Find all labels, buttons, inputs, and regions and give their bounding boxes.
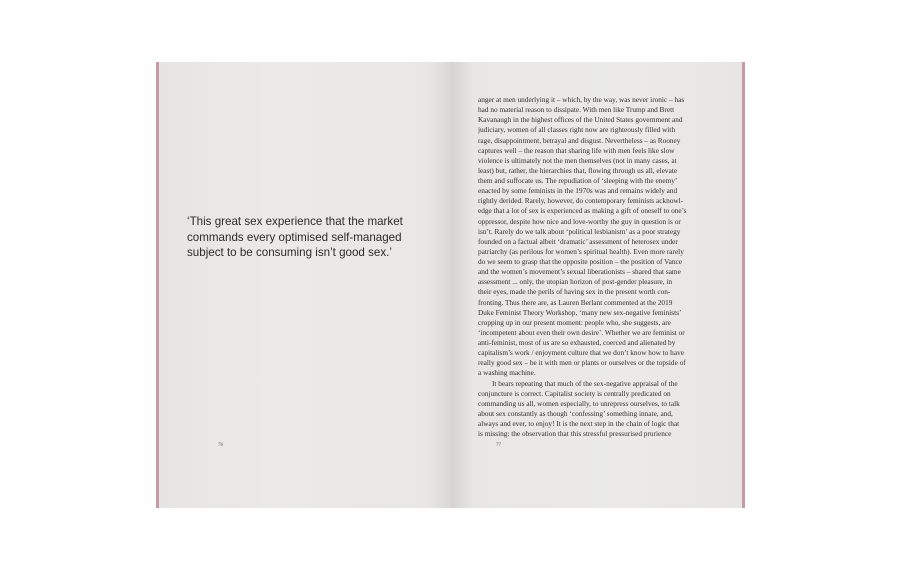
text-line: assessment ... only, the utopian horizon of post-gender pleasure, in bbox=[478, 277, 673, 287]
text-line: edge that a lot of sex is experienced as making a gift of oneself to one’s bbox=[478, 206, 687, 216]
text-line: rightly derided. Rarely, however, do contemporary feminists acknowl- bbox=[478, 196, 684, 206]
text-line: their eyes, made the perils of having sex in the present worth con- bbox=[478, 287, 671, 297]
pull-quote: ‘This great sex experience that the market commands every optimised self-managed subject to be consuming isn’t good sex.’ bbox=[187, 215, 403, 260]
text-line: anger at men underlying it – which, by the way, was never ironic – has bbox=[478, 95, 685, 104]
body-text bbox=[478, 95, 723, 439]
page-number-left: 76 bbox=[218, 443, 223, 448]
text-line: really good sex – be it with men or plants or ourselves or the topside of bbox=[478, 358, 686, 368]
open-book bbox=[156, 62, 745, 508]
text-line: patriarchy (as perilous for women’s spiritual health). Even more rarely bbox=[478, 246, 684, 256]
text-line: had no material reason to dissipate. With men like Trump and Brett bbox=[478, 105, 675, 115]
text-line: oppressor, despite how nice and love-worthy the guy in question is or bbox=[478, 216, 681, 226]
text-line: and the women’s movement’s sexual liberationists – shared that same bbox=[478, 267, 681, 277]
text-line: anti-feminist, most of us are so exhausted, coerced and alienated by bbox=[478, 338, 676, 347]
text-line: ‘incompetent about even their own desire’. Whether we are feminist or bbox=[478, 327, 685, 337]
text-line: about sex constantly as though ‘confessing’ something innate, and, bbox=[478, 408, 673, 418]
text-line: cropping up in our present moment: people who, she suggests, are bbox=[478, 317, 671, 327]
text-line: founded on a factual albeit ‘dramatic’ assessment of heterosex under bbox=[478, 236, 678, 246]
text-line: judiciary, women of all classes right now are righteously filled with bbox=[478, 125, 676, 135]
text-line: enacted by some feminists in the 1970s was and remains widely and bbox=[478, 186, 678, 196]
text-line: them and suffocate us. The repudiation of ‘sleeping with the enemy’ bbox=[478, 176, 678, 185]
text-line: capitalism’s work / enjoyment culture that we don’t know how to have bbox=[478, 348, 684, 358]
text-line: isn’t. Rarely do we talk about ‘political lesbianism’ as a poor strategy bbox=[478, 226, 681, 236]
text-line: least) but, rather, the hierarchies that, flowing through us all, elevate bbox=[478, 165, 678, 175]
text-line: Duke Feminist Theory Workshop, ‘many new sex-negative feminists’ bbox=[478, 307, 682, 317]
right-page bbox=[451, 62, 742, 508]
page-number-right: 77 bbox=[496, 443, 501, 448]
left-page bbox=[159, 62, 451, 508]
text-line: fronting. Thus there are, as Lauren Berlant commented at the 2019 bbox=[478, 297, 673, 307]
text-line: Kavanaugh in the highest offices of the United States government and bbox=[478, 115, 683, 125]
text-line: commanding us all, women especially, to unrepress ourselves, to talk bbox=[478, 398, 680, 408]
text-line: always and ever, to enjoy! It is the next step in the chain of logic that bbox=[478, 419, 680, 428]
text-line: conjuncture is correct. Capitalist society is centrally predicated on bbox=[478, 388, 671, 398]
text-line: It bears repeating that much of the sex-negative appraisal of the bbox=[492, 378, 678, 388]
text-line: captures well – the reason that sharing life with men feels like slow bbox=[478, 145, 675, 155]
text-line: is missing: the observation that this stressful pressurised prurience bbox=[478, 429, 672, 439]
text-line: a washing machine. bbox=[478, 368, 536, 378]
text-line: do we seem to grasp that the opposite position – the position of Vance bbox=[478, 257, 682, 266]
text-line: rage, disappointment, betrayal and disgust. Nevertheless – as Rooney bbox=[478, 135, 681, 145]
text-line: violence is ultimately not the men themselves (not in many cases, at bbox=[478, 155, 677, 165]
